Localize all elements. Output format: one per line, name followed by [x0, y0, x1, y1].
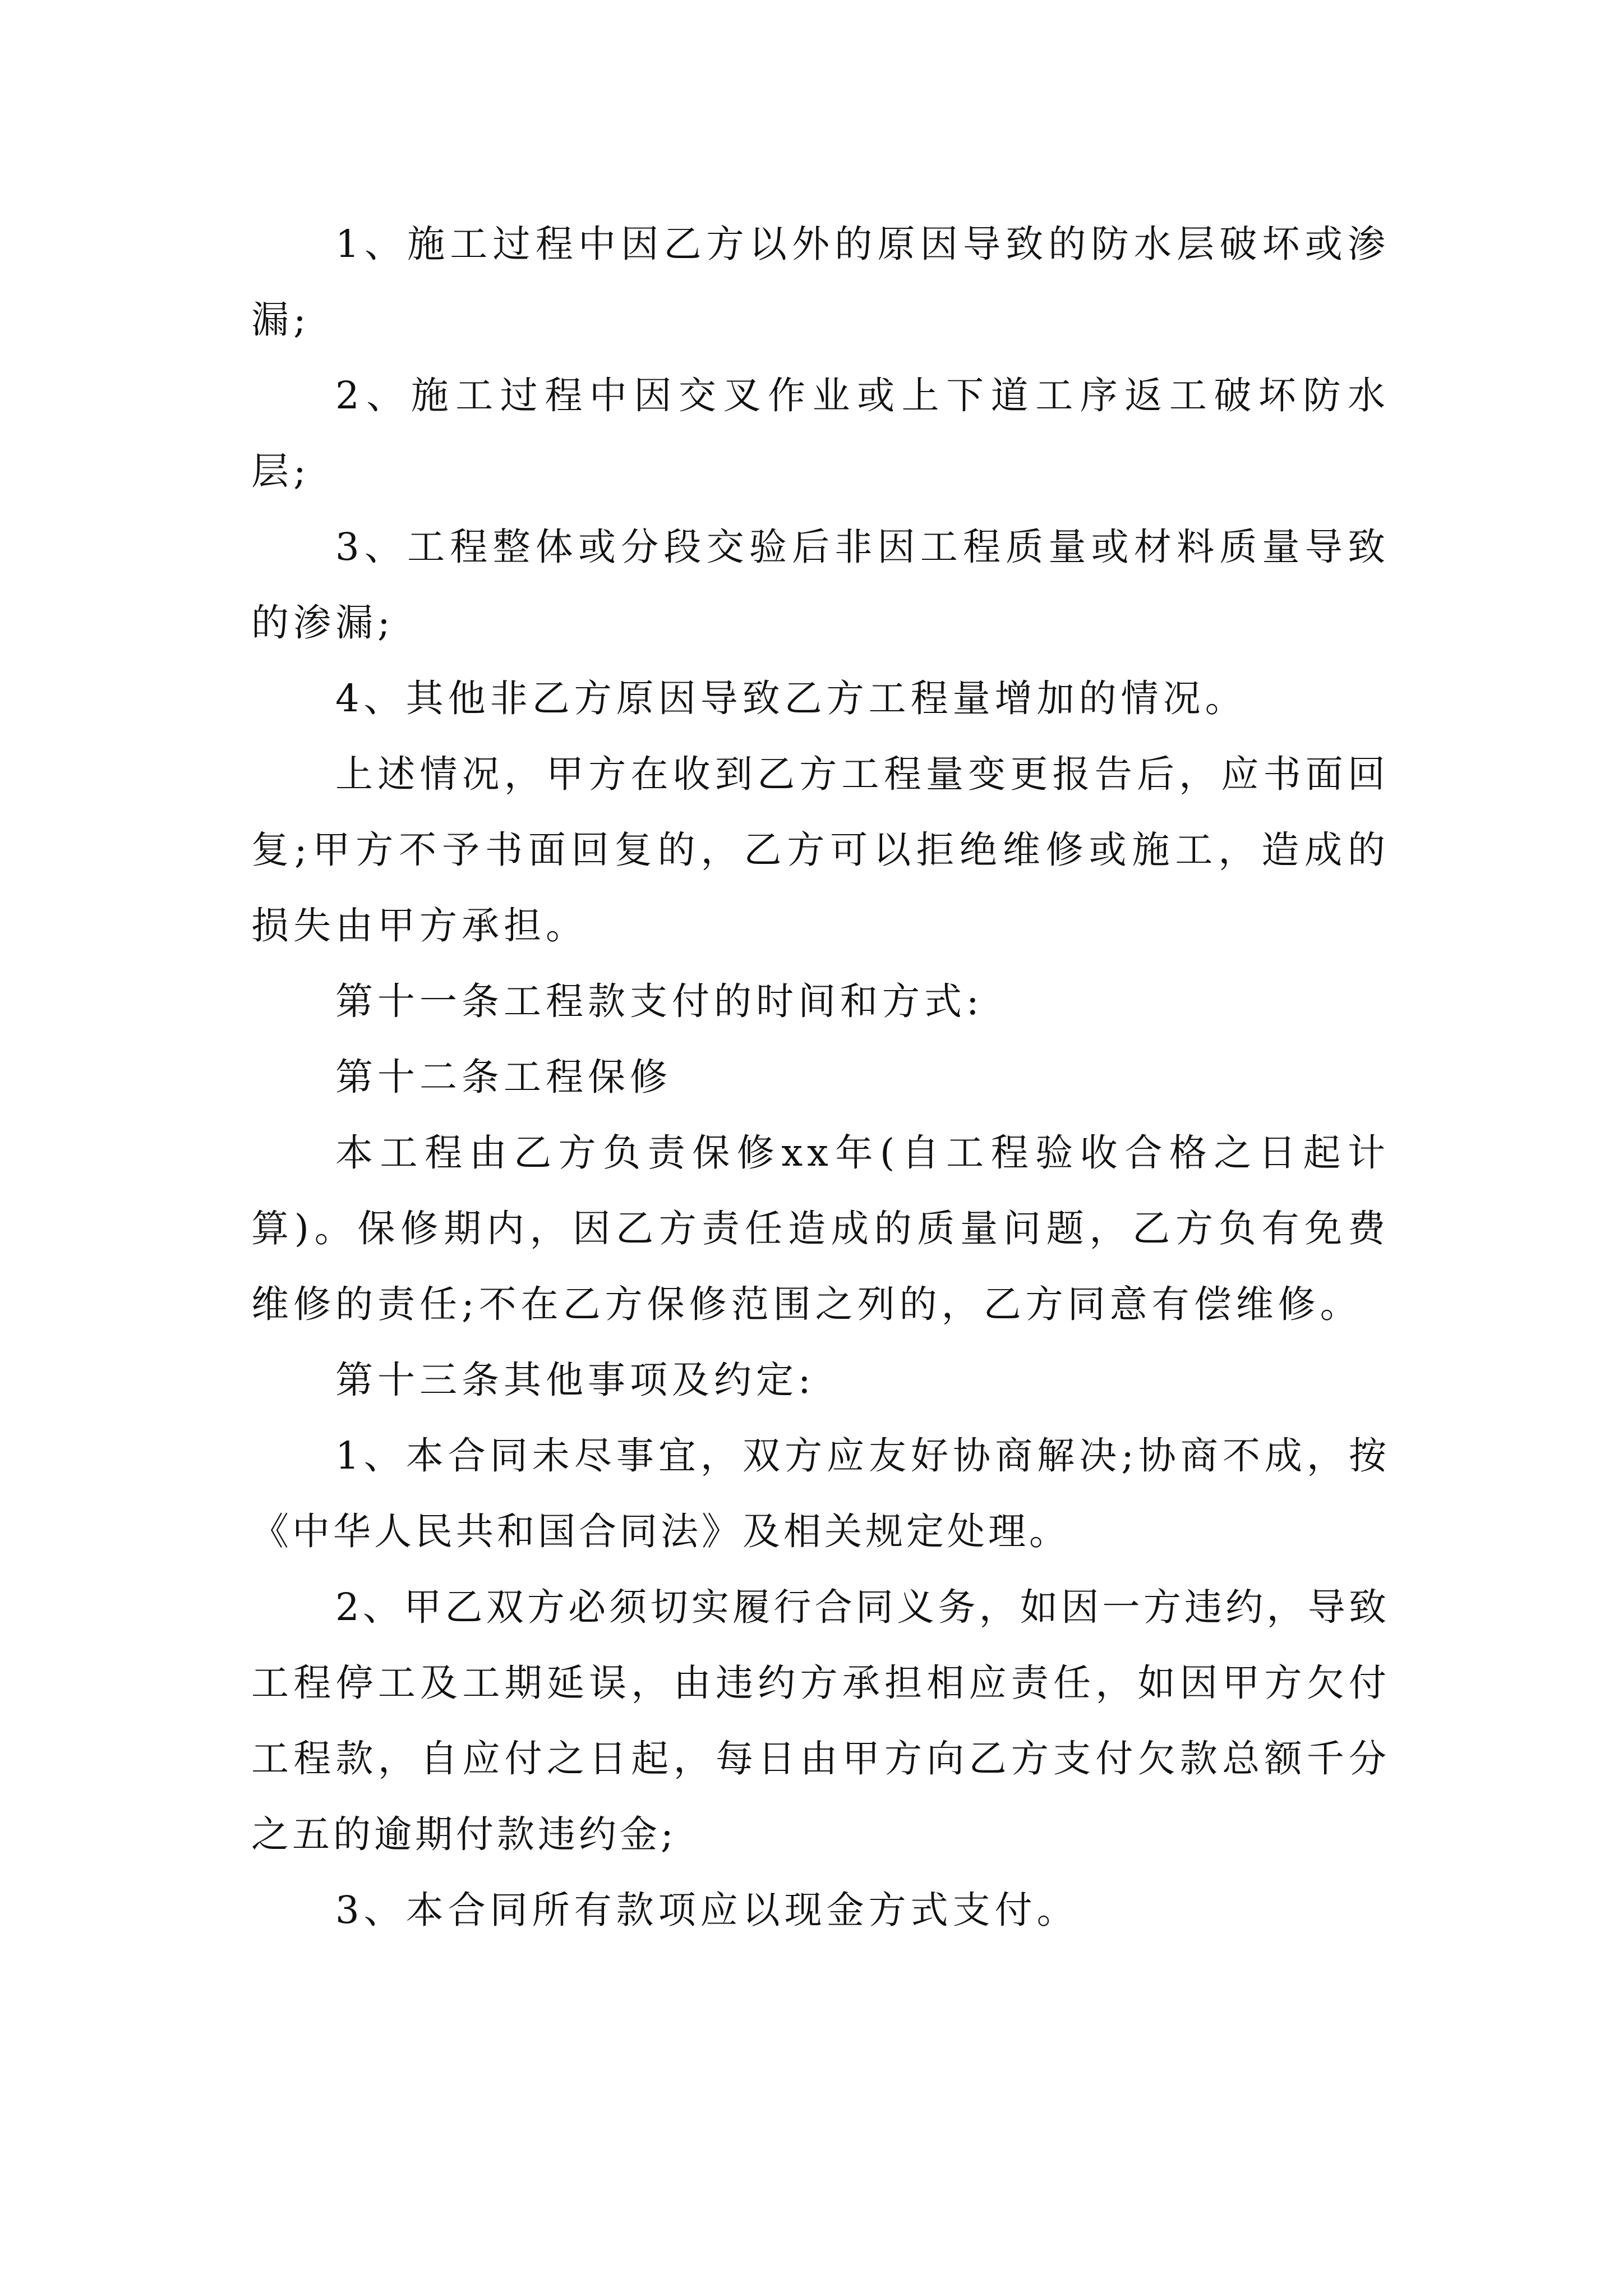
other-matters-item-3: 3、本合同所有款项应以现金方式支付。 [335, 1888, 1079, 1932]
article-12-heading: 第十二条工程保修 [335, 1055, 672, 1099]
other-matters-item-2: 2、甲乙双方必须切实履行合同义务，如因一方违约，导致工程停工及工期延误，由违约方承担相应责任，如因甲方欠付工程款，自应付之日起，每日由甲方向乙方支付欠款总额千分之五的逾期付款违约金; [251, 1585, 1390, 1856]
clause-item-4: 4、其他非乙方原因导致乙方工程量增加的情况。 [335, 677, 1247, 720]
clause-item-1: 1、施工过程中因乙方以外的原因导致的防水层破坏或渗漏; [251, 222, 1390, 342]
article-11-heading: 第十一条工程款支付的时间和方式: [335, 979, 984, 1023]
article-13-heading: 第十三条其他事项及约定: [335, 1358, 815, 1402]
document-body [251, 206, 1390, 1948]
clause-item-2: 2、施工过程中因交叉作业或上下道工序返工破坏防水层; [251, 374, 1390, 493]
change-report-paragraph: 上述情况，甲方在收到乙方工程量变更报告后，应书面回复;甲方不予书面回复的，乙方可以拒绝维修或施工，造成的损失由甲方承担。 [251, 752, 1390, 947]
other-matters-item-1: 1、本合同未尽事宜，双方应友好协商解决;协商不成，按《中华人民共和国合同法》及相关规定处理。 [251, 1434, 1390, 1553]
clause-item-3: 3、工程整体或分段交验后非因工程质量或材料质量导致的渗漏; [251, 525, 1390, 645]
warranty-paragraph: 本工程由乙方负责保修xx年(自工程验收合格之日起计算)。保修期内，因乙方责任造成的质量问题，乙方负有免费维修的责任;不在乙方保修范围之列的，乙方同意有偿维修。 [251, 1131, 1390, 1326]
